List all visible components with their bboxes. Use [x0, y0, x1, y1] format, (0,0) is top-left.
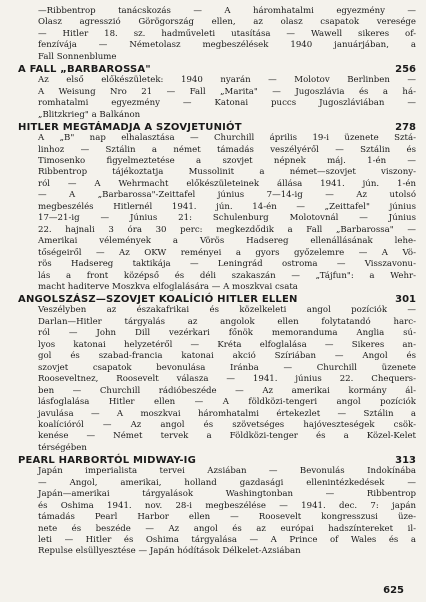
intro-entry	[18, 6, 416, 63]
summary-line: romhatalmi egyezmény — Katonai puccs Jugoszláviában —	[38, 98, 416, 109]
summary-line: lyos katonai helyzetéről — Kréta elfoglalása — Sikeres an-	[38, 339, 416, 350]
chapter-page-number: 256	[395, 64, 416, 76]
chapter-page-number: 278	[395, 122, 416, 134]
summary-line: megbeszélés Hitlernél 1941. jún. 14-én — „Zeittafel" június	[38, 201, 416, 212]
summary-line: ról — A Wehrmacht előkészületeinek állása 1941. jún. 1-én	[38, 178, 416, 189]
chapter-heading-row	[18, 455, 416, 466]
summary-line: linhoz — Sztálin a német támadás veszélyéről — Sztálin és	[38, 144, 416, 155]
summary-line: — Hitler 18. sz. hadműveleti utasítása — Wawell sikeres of-	[38, 28, 416, 39]
chapter-title: PEARL HARBORTÓL MIDWAY-IG	[18, 455, 196, 467]
summary-line: Az első előkészületek: 1940 nyarán — Molotov Berlinben —	[38, 75, 416, 86]
summary-line: gol és szabad-francia katonai akció Szíriában — Angol és	[38, 351, 416, 362]
chapter-page-number: 313	[395, 455, 416, 467]
chapter-title: HITLER MEGTÁMADJA A SZOVJETUNIÓT	[18, 122, 242, 134]
chapter-heading-row	[18, 122, 416, 133]
summary-line: Repulse elsüllyesztése — Japán hódítások Délkelet-Ázsiában	[38, 546, 301, 557]
summary-line: lásfoglalása Hitler ellen — A földközi-tengeri angol pozíciók	[38, 397, 416, 408]
summary-line: támadás Pearl Harbor ellen — Roosevelt kongresszusi üze-	[38, 512, 416, 523]
summary-line: „Blitzkrieg" a Balkánon	[38, 109, 141, 120]
summary-line: Japán—amerikai tárgyalások Washingtonban — Ribbentrop	[38, 489, 416, 500]
summary-line: térségében	[38, 442, 87, 453]
summary-line: fenzívája — Németolasz megbeszélések 1940 januárjában, a	[38, 40, 416, 51]
summary-line: javulása — A moszkvai háromhatalmi értekezlet — Sztálin a	[38, 408, 416, 419]
summary-line: ról — John Dill vezérkari főnök memoranduma Anglia sú-	[38, 328, 416, 339]
summary-line: tőségeiről — Az OKW reményei a gyors győzelemre — A Vö-	[38, 247, 416, 258]
summary-line: szovjet csapatok bevonulása Iránba — Churchill üzenete	[38, 362, 416, 373]
summary-line: ben — Churchill rádióbeszéde — Az amerikai kormány ál-	[38, 385, 416, 396]
summary-line: 22. hajnali 3 óra 30 perc: megkezdődik a Fall „Barbarossa" —	[38, 224, 416, 235]
summary-line: Olasz agresszió Görögország ellen, az olasz csapatok veresége	[38, 17, 416, 28]
summary-line: koalícióról — Az angol és szövetséges hajóveszteségek csök-	[38, 419, 416, 430]
summary-line: —Ribbentrop tanácskozás — A háromhatalmi egyezmény —	[38, 6, 416, 16]
summary-line: Rooseveltnez, Roosevelt válasza — 1941. június 22. Chequers-	[38, 374, 416, 385]
summary-line: rös Hadsereg taktikája — Leningrád ostroma — Visszavonu-	[38, 259, 416, 270]
summary-line: nete és beszéde — Az angol és az európai hadszíntereket il-	[38, 523, 416, 534]
chapter-heading-row	[18, 294, 416, 305]
summary-line: és Oshima 1941. nov. 28-i megbeszélése — 1941. dec. 7: japán	[38, 500, 416, 511]
summary-line: Darlan—Hitler tárgyalás az angolok ellen folytatandó harc-	[38, 316, 416, 327]
summary-line: Japán imperialista tervei Ázsiában — Bevonulás Indokínába	[38, 466, 416, 477]
sections-list	[18, 64, 416, 558]
summary-line: A Weisung Nro 21 — Fall „Marita" — Jugoszlávia és a há-	[38, 86, 416, 97]
summary-line: 17—21-ig — Június 21: Schulenburg Molotovnál — Június	[38, 213, 416, 224]
chapter-entry	[18, 455, 416, 558]
chapter-page-number: 301	[395, 294, 416, 306]
chapter-heading-row	[18, 64, 416, 75]
summary-line: macht haditerve Moszkva elfoglalására — A moszkvai csata	[38, 281, 298, 292]
chapter-title: A FALL „BARBAROSSA"	[18, 64, 151, 76]
summary-line: leti — Hitler és Oshima tárgyalása — A Prince of Wales és a	[38, 535, 416, 546]
summary-line: Fall Sonnenblume	[38, 51, 117, 62]
summary-line: Ribbentrop tájékoztatja Mussolinit a német—szovjet viszony-	[38, 167, 416, 178]
page-folio: 625	[383, 585, 404, 596]
summary-line: — Angol, amerikai, holland gazdasági ellenintézkedések —	[38, 477, 416, 488]
summary-line: Timosenko figyelmeztetése a szovjet népnek máj. 1-én —	[38, 155, 416, 166]
chapter-entry	[18, 64, 416, 121]
summary-line: kenése — Német tervek a Földközi-tenger és a Közel-Kelet	[38, 431, 416, 442]
summary-line: lás a front középső és déli szakaszán — „Tájfun": a Wehr-	[38, 270, 416, 281]
summary-line: Amerikai vélemények a Vörös Hadsereg ellenállásának lehe-	[38, 236, 416, 247]
chapter-title: ANGOLSZÁSZ—SZOVJET KOALÍCIÓ HITLER ELLEN	[18, 294, 298, 306]
chapter-entry	[18, 122, 416, 293]
summary-line: Veszélyben az északafrikai és közelkeleti angol pozíciók —	[38, 305, 416, 316]
chapter-entry	[18, 294, 416, 454]
summary-line: — A „Barbarossa"-Zeittafel június 7—14-ig — Az utolsó	[38, 190, 416, 201]
summary-line: A „B" nap elhalasztása — Churchill április 19-i üzenete Sztá-	[38, 133, 416, 144]
